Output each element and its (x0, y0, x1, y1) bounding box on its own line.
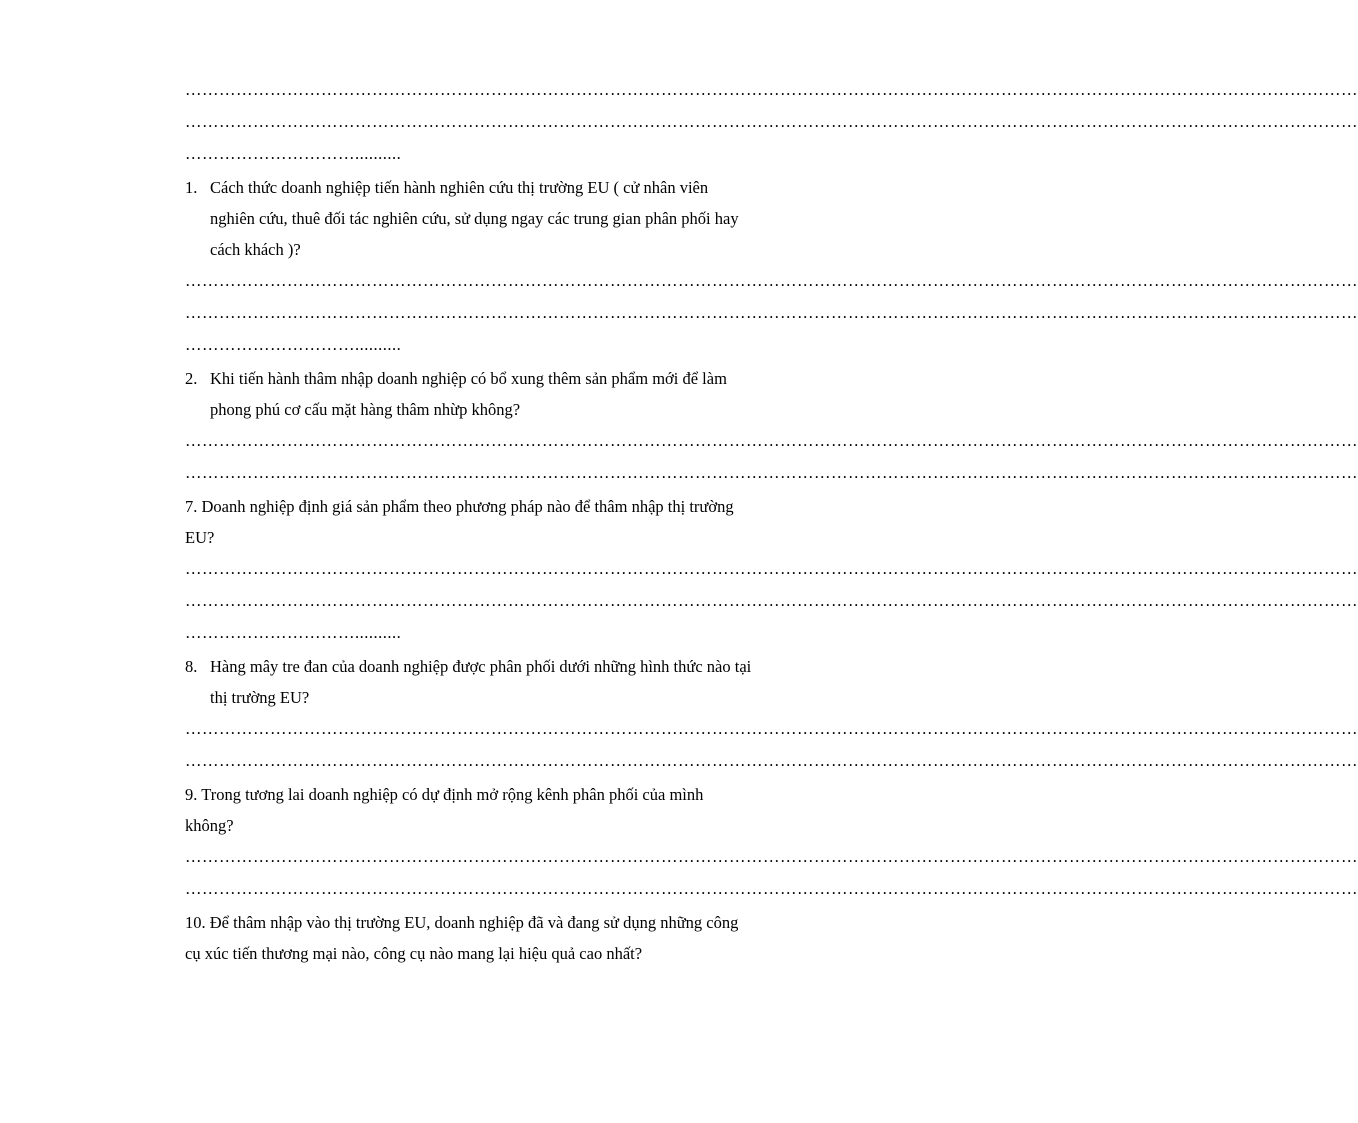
answer-line: ……………………………………………………………………………………………………………………………………………………………………………………… (185, 719, 1358, 738)
answer-line: ……………………………………………………………………………………………………………………………………………………………………………………… (185, 80, 1358, 99)
question-7 (185, 491, 755, 553)
answer-line: ……………………………………………………………………………………………………………………………………………………………………………………… (185, 463, 1358, 482)
question-number: 2. (185, 369, 198, 388)
answer-line-short: ………………………….......... (185, 623, 402, 642)
answer-line: ……………………………………………………………………………………………………………………………………………………………………………………… (185, 591, 1358, 610)
question-number: 8. (185, 657, 198, 676)
question-text: Hàng mây tre đan của doanh nghiệp được phân phối dưới những hình thức nào tại thị trường EU? (210, 657, 752, 707)
question-2 (185, 363, 755, 425)
answer-line: ……………………………………………………………………………………………………………………………………………………………………………………… (185, 847, 1358, 866)
answer-line: ……………………………………………………………………………………………………………………………………………………………………………………… (185, 271, 1358, 290)
answer-line: ……………………………………………………………………………………………………………………………………………………………………………………… (185, 879, 1358, 898)
questionnaire (185, 74, 1358, 969)
question-text: Doanh nghiệp định giá sản phẩm theo phương pháp nào để thâm nhập thị trường EU? (185, 497, 734, 547)
answer-line: ……………………………………………………………………………………………………………………………………………………………………………………… (185, 303, 1358, 322)
answer-line: ……………………………………………………………………………………………………………………………………………………………………………………… (185, 559, 1358, 578)
answer-line: ……………………………………………………………………………………………………………………………………………………………………………………… (185, 112, 1358, 131)
question-number: 9. (185, 785, 198, 804)
question-number: 7. (185, 497, 198, 516)
question-8 (185, 651, 755, 713)
question-number: 10. (185, 913, 206, 932)
answer-line: ……………………………………………………………………………………………………………………………………………………………………………………… (185, 751, 1358, 770)
answer-line-short: ………………………….......... (185, 335, 402, 354)
question-text: Để thâm nhập vào thị trường EU, doanh nghiệp đã và đang sử dụng những công cụ xúc tiến thương mại nào, công cụ nào mang lại hiệu quả cao nhất? (185, 913, 739, 963)
question-1 (185, 172, 755, 265)
question-text: Cách thức doanh nghiệp tiến hành nghiên cứu thị trường EU ( cử nhân viên nghiên cứu, thuê đối tác nghiên cứu, sử dụng ngay các trung gian phân phối hay cách khách )? (210, 178, 739, 259)
question-number: 1. (185, 178, 198, 197)
question-9 (185, 779, 755, 841)
question-text: Khi tiến hành thâm nhập doanh nghiệp có bổ xung thêm sản phẩm mới để làm phong phú cơ cấu mặt hàng thâm nhừp không? (210, 369, 727, 419)
answer-line-short: ………………………….......... (185, 144, 402, 163)
answer-line: ……………………………………………………………………………………………………………………………………………………………………………………… (185, 431, 1358, 450)
question-10 (185, 907, 755, 969)
question-text: Trong tương lai doanh nghiệp có dự định mở rộng kênh phân phối của mình không? (185, 785, 704, 835)
